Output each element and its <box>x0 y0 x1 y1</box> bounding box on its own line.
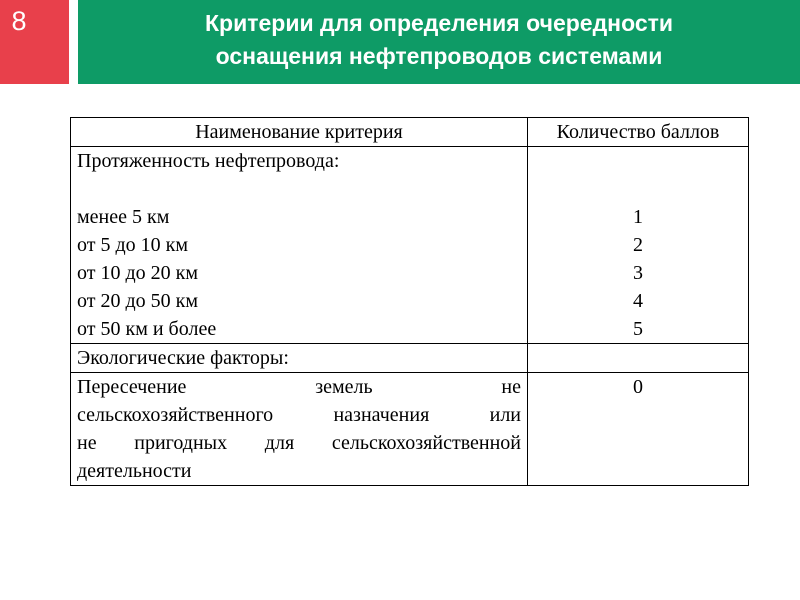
length-row-points: 1 <box>633 206 643 228</box>
slide-number-box <box>0 0 69 84</box>
spacer <box>77 175 521 203</box>
slide-number: 8 <box>11 6 27 36</box>
length-heading: Протяженность нефтепровода: <box>77 150 340 172</box>
crossing-text-line: деятельности <box>77 460 192 482</box>
table-row <box>71 344 749 373</box>
spacer <box>534 175 742 203</box>
crossing-text-line: сельскохозяйственного назначения или <box>77 404 521 426</box>
eco-heading: Экологические факторы: <box>77 347 289 369</box>
spacer <box>534 147 742 175</box>
eco-heading-cell <box>71 344 528 373</box>
criteria-table <box>70 117 749 486</box>
crossing-text-line: Пересечение земель не <box>77 376 521 398</box>
slide-title-line-1: Критерии для определения очередности <box>204 10 674 36</box>
length-row-label: менее 5 км <box>77 206 170 228</box>
length-row-label: от 10 до 20 км <box>77 262 199 284</box>
header-criterion: Наименование критерия <box>71 118 528 147</box>
table-header-row <box>71 118 749 147</box>
slide-title-line-2: оснащения нефтепроводов системами <box>215 43 663 69</box>
length-row-label: от 20 до 50 км <box>77 290 199 312</box>
table-row <box>71 147 749 344</box>
length-row-points: 4 <box>633 290 643 312</box>
length-row-points: 5 <box>633 318 643 340</box>
length-row-label: от 5 до 10 км <box>77 234 189 256</box>
length-criterion-cell <box>71 147 528 344</box>
slide-title <box>78 7 800 73</box>
length-row-points: 2 <box>633 234 643 256</box>
title-bar <box>78 0 800 84</box>
crossing-points: 0 <box>633 376 643 398</box>
header-points: Количество баллов <box>528 118 749 147</box>
table-row <box>71 373 749 486</box>
length-row-label: от 50 км и более <box>77 318 217 340</box>
crossing-points-cell <box>528 373 749 486</box>
crossing-text-line: не пригодных для сельскохозяйственной <box>77 432 521 454</box>
length-points-cell <box>528 147 749 344</box>
crossing-criterion-cell <box>71 373 528 486</box>
eco-heading-points-cell <box>528 344 749 373</box>
length-row-points: 3 <box>633 262 643 284</box>
